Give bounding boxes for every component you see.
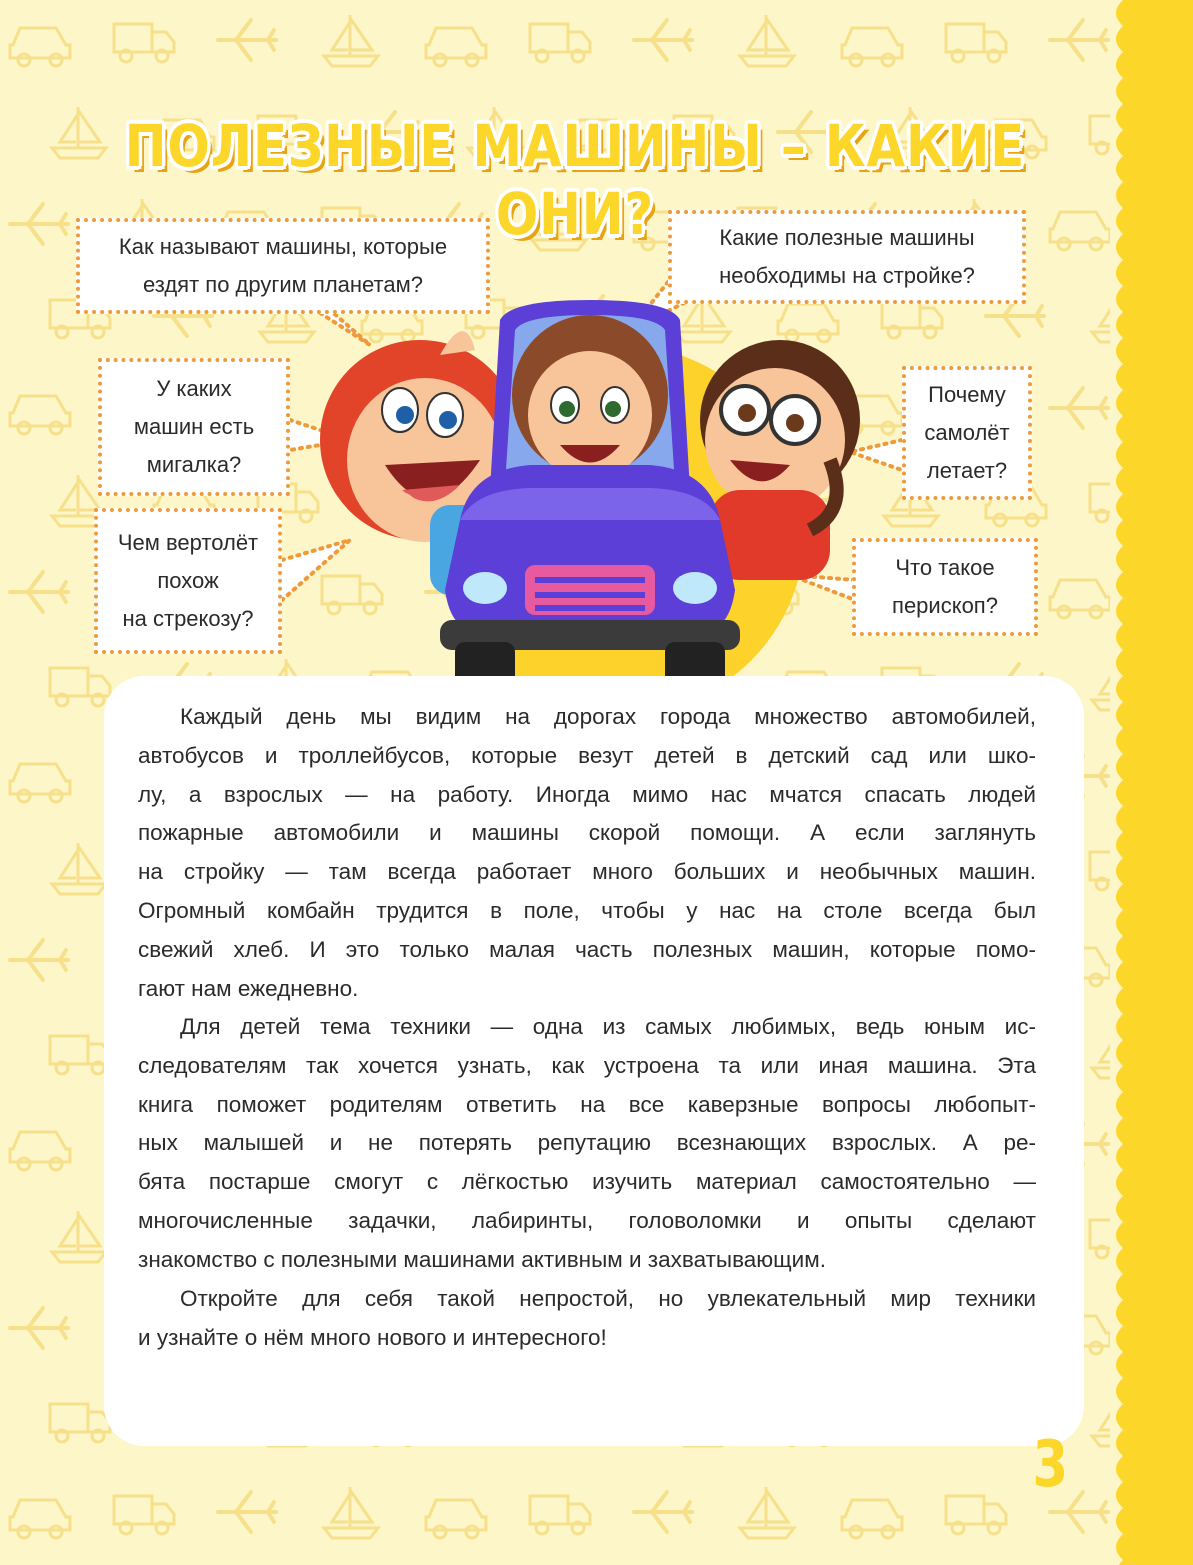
paragraph-line: лу, а взрослых — на работу. Иногда мимо нас мчатся спасать людей [138, 781, 1036, 807]
paragraph-line: Откройте для себя такой непростой, но увлекательный мир техники [180, 1286, 1036, 1311]
question-text: Почему самолёт летает? [924, 382, 1010, 483]
question-bubble-helicopter [94, 508, 282, 654]
question-text: Что такое перископ? [892, 555, 998, 618]
paragraph-line: и узнайте о нём много нового и интересного! [138, 1324, 607, 1350]
paragraph-line: книга поможет родителям ответить на все каверзные вопросы любопыт- [138, 1091, 1036, 1117]
kids-in-car-illustration [290, 290, 890, 710]
intro-paragraph-3 [138, 1280, 1036, 1358]
paragraph-line: знакомство с полезными машинами активным и захватывающим. [138, 1246, 826, 1272]
paragraph-line: гают нам ежедневно. [138, 975, 359, 1001]
paragraph-line: свежий хлеб. И это только малая часть полезных машин, которые помо- [138, 936, 1036, 962]
intro-paragraph-2 [138, 1008, 1036, 1280]
page-title: ПОЛЕЗНЫЕ МАШИНЫ – КАКИЕ ОНИ? [124, 112, 1026, 248]
intro-paragraph-1 [138, 698, 1036, 1008]
purple-car [440, 300, 740, 687]
question-text: Какие полезные машины необходимы на стройке? [719, 225, 975, 288]
paragraph-line: ных малышей и не потерять репутацию всезнающих взрослых. А ре- [138, 1130, 1036, 1156]
paragraph-line: пожарные автомобили и машины скорой помощи. А если заглянуть [138, 820, 1036, 846]
question-text: Как называют машины, которые ездят по другим планетам? [118, 234, 448, 297]
paragraph-line: Для детей тема техники — одна из самых любимых, ведь юным ис- [180, 1014, 1036, 1039]
paragraph-line: следователям так хочется узнать, как устроена та или иная машина. Эта [138, 1052, 1036, 1078]
yellow-edge-strip [1103, 0, 1193, 1565]
paragraph-line: автобусов и троллейбусов, которые везут детей в детский сад или шко- [138, 742, 1036, 768]
question-text: У каких машин есть мигалка? [133, 376, 255, 477]
page-number: 3 [1032, 1428, 1069, 1502]
paragraph-line: на стройку — там всегда работает много больших и необычных машин. [138, 859, 1036, 885]
paragraph-line: Каждый день мы видим на дорогах города множество автомобилей, [180, 704, 1036, 729]
paragraph-line: бята постарше смогут с лёгкостью изучить материал самостоятельно — [138, 1169, 1036, 1195]
paragraph-line: многочисленные задачки, лабиринты, головоломки и опыты сделают [138, 1207, 1036, 1233]
question-bubble-siren [98, 358, 290, 496]
question-bubble-airplane [902, 366, 1032, 500]
paragraph-line: Огромный комбайн трудится в поле, чтобы у нас на столе всегда был [138, 897, 1036, 923]
question-text: Чем вертолёт похож на стрекозу? [117, 530, 259, 631]
